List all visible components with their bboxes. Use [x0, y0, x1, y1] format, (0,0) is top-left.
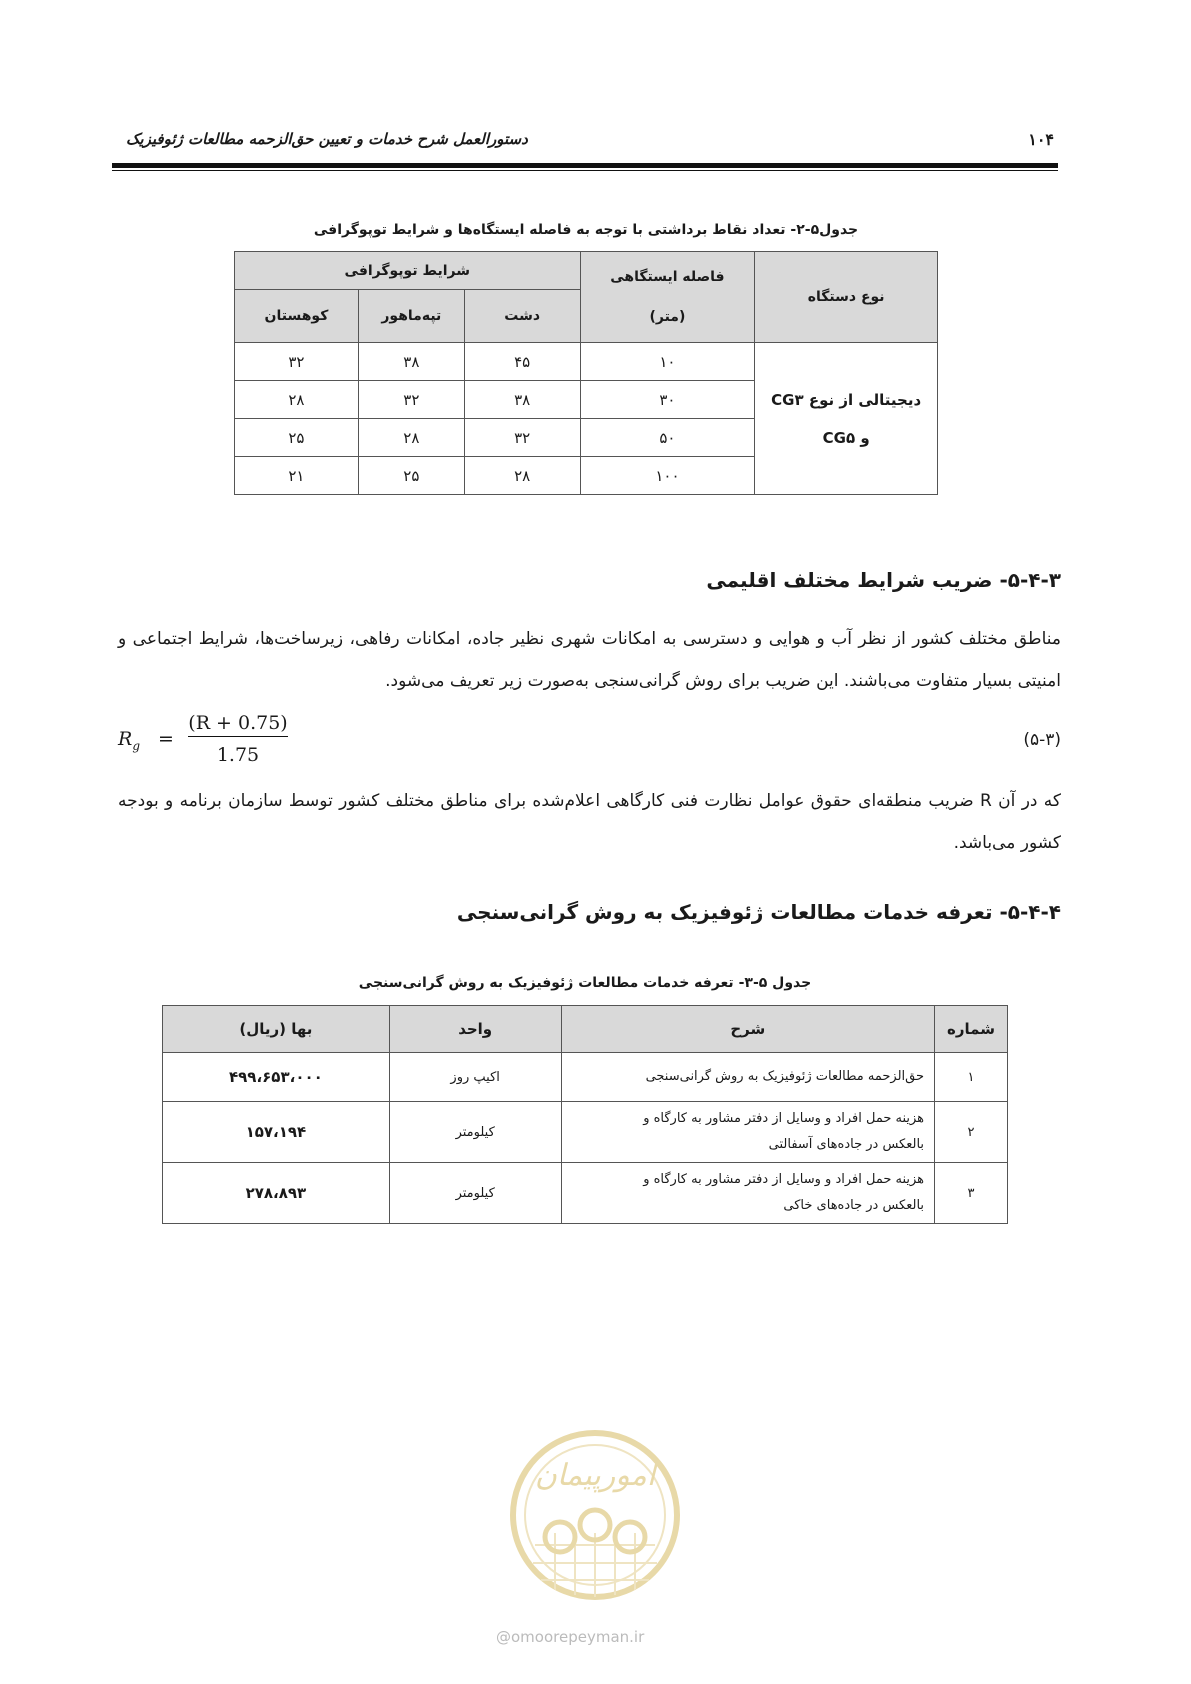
watermark-stamp — [505, 1415, 685, 1615]
header-mountain: کوهستان — [235, 290, 359, 343]
device-line2: و CG۵ — [822, 428, 870, 447]
plain-cell: ۴۵ — [464, 343, 580, 381]
section-heading-climate: ۵-۴-۳- ضریب شرایط مختلف اقلیمی — [706, 568, 1061, 592]
description-cell — [561, 1102, 935, 1163]
device-type-cell — [755, 343, 938, 495]
price-cell: ۴۹۹،۶۵۳،۰۰۰ — [163, 1053, 390, 1102]
table-row — [163, 1053, 1008, 1102]
description-line1: حق‌الزحمه مطالعات ژئوفیزیک به روش گرانی‌سنجی — [645, 1069, 925, 1084]
table-row — [235, 343, 938, 381]
header-distance — [580, 252, 755, 343]
formula-equals: = — [158, 728, 174, 750]
page-number: ۱۰۴ — [1028, 130, 1054, 149]
distance-cell: ۱۰۰ — [580, 457, 755, 495]
tariff-table — [162, 1005, 1008, 1224]
header-topography: شرایط توپوگرافی — [235, 252, 581, 290]
mountain-cell: ۲۵ — [235, 419, 359, 457]
table1-caption: جدول۵-۲- تعداد نقاط برداشتی با توجه به فاصله ایستگاه‌ها و شرایط توپوگرافی — [313, 222, 859, 238]
hill-cell: ۲۸ — [358, 419, 464, 457]
header-distance-line2: (متر) — [649, 309, 686, 325]
number-cell: ۲ — [935, 1102, 1008, 1163]
formula-denominator: 1.75 — [216, 744, 260, 766]
header-description: شرح — [561, 1006, 935, 1053]
description-line2: بالعکس در جاده‌های خاکی — [783, 1198, 925, 1213]
table2-caption: جدول ۵-۳- تعرفه خدمات مطالعات ژئوفیزیک به روش گرانی‌سنجی — [358, 975, 812, 991]
description-line1: هزینه حمل افراد و وسایل از دفتر مشاور به کارگاه و — [643, 1111, 925, 1126]
header-number: شماره — [935, 1006, 1008, 1053]
mountain-cell: ۲۱ — [235, 457, 359, 495]
header-rule — [112, 163, 1058, 168]
section-heading-tariff: ۵-۴-۴- تعرفه خدمات مطالعات ژئوفیزیک به روش گرانی‌سنجی — [456, 900, 1061, 924]
header-rule-thin — [112, 170, 1058, 171]
number-cell: ۳ — [935, 1163, 1008, 1224]
unit-cell: کیلومتر — [389, 1163, 561, 1224]
paragraph-climate: مناطق مختلف کشور از نظر آب و هوایی و دسترسی به امکانات شهری نظیر جاده، امکانات رفاهی، زیرساخت‌ها، شرایط اجتماعی و امنیتی بسیار متفاوت می‌باشند. این ضریب برای روش گرانی‌سنجی به‌صورت زیر تعریف می‌شود. — [118, 629, 1061, 691]
stamp-logo-icon — [505, 1415, 685, 1615]
formula-lhs: $R_g$ — [118, 728, 140, 753]
unit-cell: کیلومتر — [389, 1102, 561, 1163]
price-cell: ۲۷۸،۸۹۳ — [163, 1163, 390, 1224]
description-line2: بالعکس در جاده‌های آسفالتی — [768, 1137, 925, 1152]
distance-cell: ۳۰ — [580, 381, 755, 419]
header-plain: دشت — [464, 290, 580, 343]
plain-cell: ۳۸ — [464, 381, 580, 419]
description-line1: هزینه حمل افراد و وسایل از دفتر مشاور به کارگاه و — [643, 1172, 925, 1187]
header-distance-line1: فاصله ایستگاهی — [610, 269, 725, 285]
table-row — [163, 1163, 1008, 1224]
number-cell: ۱ — [935, 1053, 1008, 1102]
hill-cell: ۲۵ — [358, 457, 464, 495]
header-title: دستورالعمل شرح خدمات و تعیین حق‌الزحمه مطالعات ژئوفیزیک — [126, 130, 528, 148]
description-cell — [561, 1053, 935, 1102]
distance-cell: ۱۰ — [580, 343, 755, 381]
unit-cell: اکیپ روز — [389, 1053, 561, 1102]
description-cell — [561, 1163, 935, 1224]
formula-numerator: (R + 0.75) — [188, 712, 288, 737]
header-device: نوع دستگاه — [755, 252, 938, 343]
table-row — [163, 1102, 1008, 1163]
svg-text:امورپیمان: امورپیمان — [534, 1458, 656, 1493]
price-cell: ۱۵۷،۱۹۴ — [163, 1102, 390, 1163]
plain-cell: ۳۲ — [464, 419, 580, 457]
equation-number: (۵-۳) — [1023, 730, 1061, 750]
mountain-cell: ۳۲ — [235, 343, 359, 381]
header-unit: واحد — [389, 1006, 561, 1053]
distance-cell: ۵۰ — [580, 419, 755, 457]
page-header — [112, 128, 1058, 158]
watermark-url: @omoorepeyman.ir — [496, 1628, 645, 1646]
hill-cell: ۳۸ — [358, 343, 464, 381]
device-line1: دیجیتالی از نوع CG۳ — [771, 390, 922, 409]
plain-cell: ۲۸ — [464, 457, 580, 495]
header-price: بها (ریال) — [163, 1006, 390, 1053]
header-hill: تپه‌ماهور — [358, 290, 464, 343]
mountain-cell: ۲۸ — [235, 381, 359, 419]
hill-cell: ۳۲ — [358, 381, 464, 419]
paragraph-r-definition: که در آن R ضریب منطقه‌ای حقوق عوامل نظارت فنی کارگاهی اعلام‌شده برای مناطق مختلف کشور توسط سازمان برنامه و بودجه کشور می‌باشد. — [118, 791, 1062, 853]
station-points-table — [234, 251, 938, 495]
